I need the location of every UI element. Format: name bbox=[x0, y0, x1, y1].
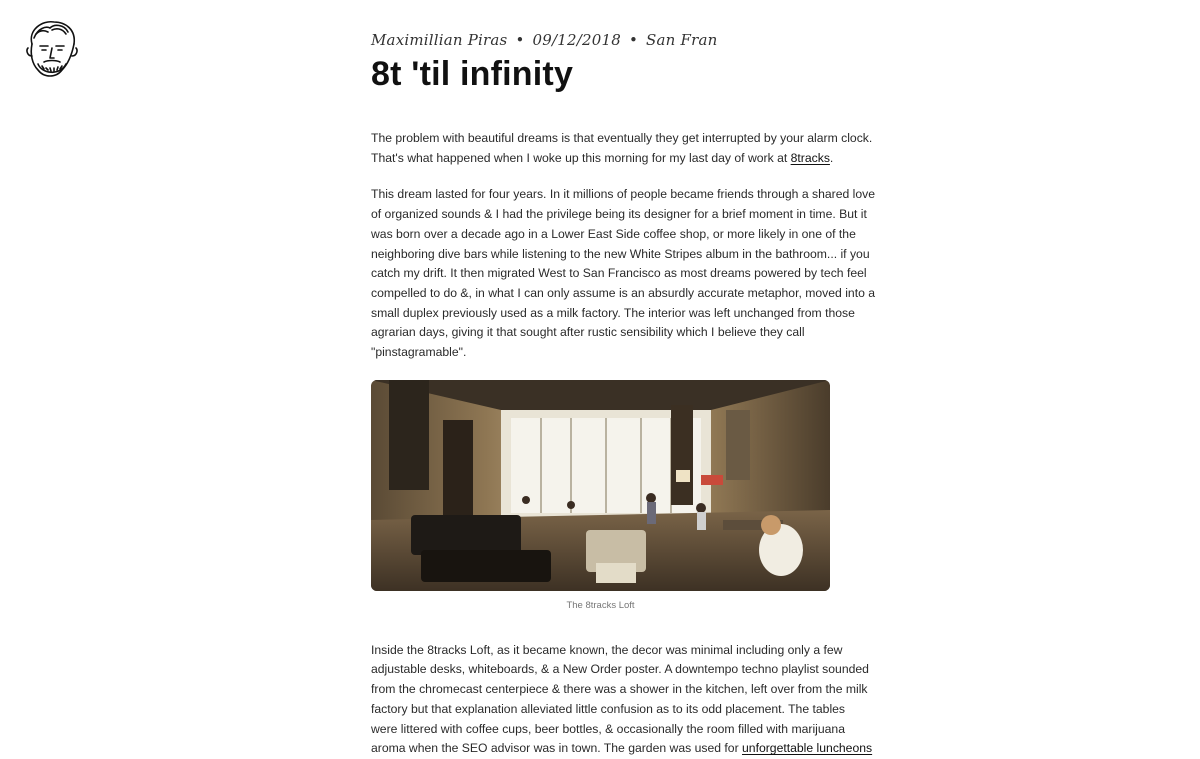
text-line: was born over a decade ago in a Lower East Side coffee shop, or more likely in one of the bbox=[371, 226, 856, 241]
text-line: That's what happened when I woke up this morning for my last day of work at bbox=[371, 150, 791, 165]
text-line: The problem with beautiful dreams is that eventually they get interrupted by your alarm clock. bbox=[371, 131, 873, 145]
text-line: agrarian days, giving it that sought after rustic sensibility which I believe they call bbox=[371, 325, 805, 340]
link-8tracks[interactable]: 8tracks bbox=[790, 150, 830, 165]
figure bbox=[371, 380, 830, 612]
text-line: adjustable desks, whiteboards, & a New Order poster. A downtempo techno playlist sounded bbox=[371, 662, 869, 677]
byline-separator: • bbox=[628, 31, 639, 49]
byline bbox=[371, 28, 831, 52]
byline-separator: • bbox=[515, 31, 525, 49]
text-line: from the chromecast centerpiece & there was a shower in the kitchen, left over from the milk bbox=[371, 682, 868, 697]
text-line: of organized sounds & I had the privilege being its designer for a brief moment in time. But it bbox=[371, 207, 867, 222]
text-line: aroma when the SEO advisor was in town. The garden was used for bbox=[371, 741, 743, 756]
link-unforgettable-luncheons[interactable]: unforgettable luncheons bbox=[742, 741, 873, 756]
text-line: neighboring dive bars while listening to the new White Stripes album in the bathroom... if you bbox=[371, 246, 870, 261]
text-line: catch my drift. It then migrated West to San Francisco as most dreams powered by tech feel bbox=[371, 266, 867, 281]
text-line: Inside the 8tracks Loft, as it became known, the decor was minimal including only a few bbox=[371, 642, 843, 657]
post-title: 8t 'til infinity bbox=[371, 55, 574, 93]
text-line: factory but that explanation alleviated little confusion as to its odd placement. The tables bbox=[371, 701, 846, 716]
text-line: This dream lasted for four years. In it millions of people became friends through a shared love bbox=[371, 187, 876, 202]
paragraph-2 bbox=[371, 185, 876, 362]
paragraph-1 bbox=[371, 129, 873, 168]
text-line: compelled to do &, in what I can only assume is an absurdly accurate metaphor, moved into a bbox=[371, 285, 876, 300]
article bbox=[371, 28, 876, 759]
post-date: 09/12/2018 bbox=[532, 31, 621, 49]
loft-photo bbox=[371, 380, 830, 591]
author-name[interactable]: Maximillian Piras bbox=[371, 31, 508, 49]
text-line: small duplex previously used as a milk factory. The interior was left unchanged from those bbox=[371, 305, 855, 320]
author-avatar[interactable] bbox=[20, 18, 80, 82]
image-caption: The 8tracks Loft bbox=[566, 599, 635, 611]
post-location: San Fran bbox=[646, 31, 718, 49]
paragraph-3 bbox=[371, 641, 873, 759]
text-line: "pinstagramable". bbox=[371, 345, 467, 360]
sketched-face-avatar-icon bbox=[20, 18, 80, 82]
text-line: . bbox=[829, 150, 834, 165]
text-line: were littered with coffee cups, beer bottles, & occasionally the room filled with marijuana bbox=[371, 721, 845, 736]
